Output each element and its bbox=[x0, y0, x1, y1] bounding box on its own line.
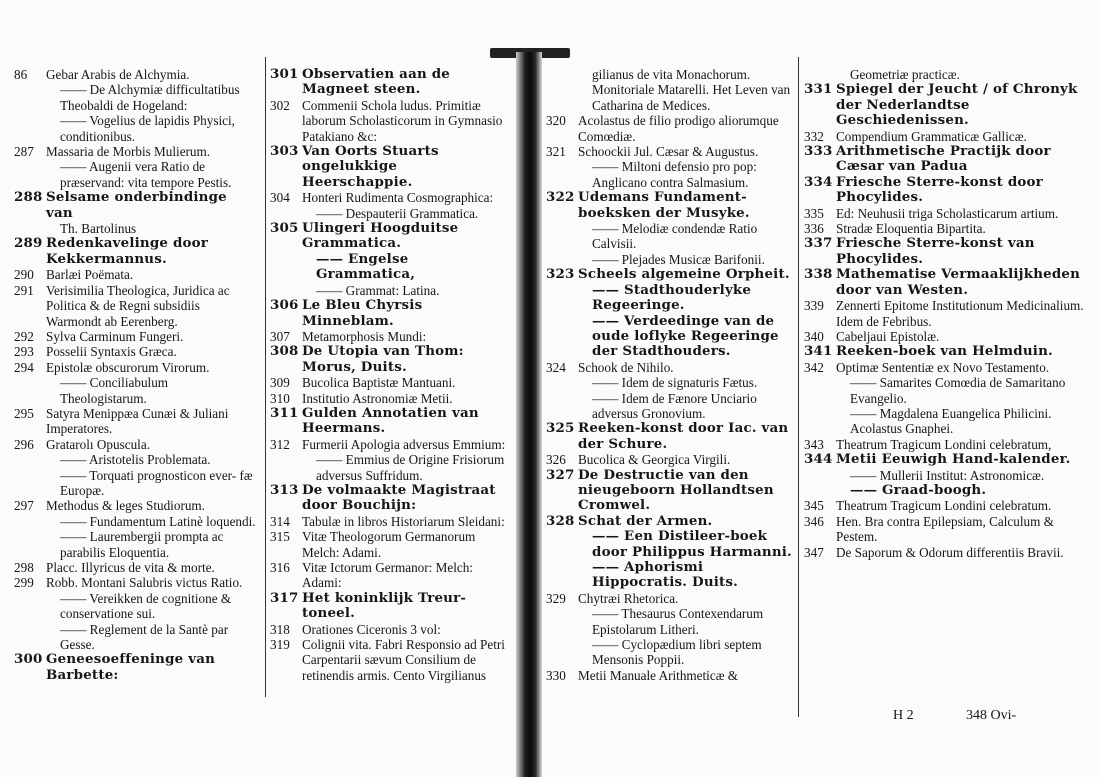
catalog-entry bbox=[270, 391, 510, 406]
entry-title: Honteri Rudimenta Cosmographica: bbox=[302, 190, 494, 206]
entry-title: —— Emmius de Origine Frisiorum adversus Suffridum. bbox=[316, 452, 505, 483]
entry-number: 302 bbox=[270, 97, 290, 113]
catalog-entry bbox=[14, 190, 257, 221]
entry-number: 292 bbox=[14, 328, 34, 344]
catalog-entry bbox=[270, 437, 510, 452]
catalog-entry bbox=[270, 622, 510, 637]
entry-title: Institutio Astronomiæ Metii. bbox=[302, 390, 453, 406]
entry-number: 311 bbox=[270, 404, 299, 421]
entry-title: Placc. Illyricus de vita & morte. bbox=[46, 560, 215, 575]
entry-title: —— Conciliabulum Theologistarum. bbox=[60, 375, 169, 406]
entry-number: 307 bbox=[270, 328, 290, 344]
catalog-entry bbox=[546, 159, 794, 190]
catalog-entry bbox=[14, 113, 257, 144]
catalog-entry bbox=[14, 652, 257, 683]
entry-number: 324 bbox=[546, 359, 566, 375]
entry-title: Furmerii Apologia adversus Emmium: bbox=[302, 436, 506, 452]
catalog-entry bbox=[546, 314, 794, 360]
entry-number: 331 bbox=[804, 81, 833, 98]
catalog-entry bbox=[270, 560, 510, 591]
catalog-entry bbox=[804, 468, 1089, 483]
catalog-entry bbox=[546, 221, 794, 252]
catalog-entry bbox=[270, 144, 510, 190]
catalog-entry bbox=[546, 67, 794, 113]
catalog-column-1 bbox=[14, 67, 257, 683]
entry-number bbox=[818, 67, 850, 82]
entry-number: 336 bbox=[804, 221, 824, 237]
entry-number: 339 bbox=[804, 298, 824, 314]
entry-number: 313 bbox=[270, 481, 299, 498]
entry-title: —— Plejades Musicæ Barifonii. bbox=[592, 251, 765, 267]
entry-title: —— Vogelius de lapidis Physici, conditionibus. bbox=[60, 113, 235, 144]
catalog-entry bbox=[270, 298, 510, 329]
entry-title: Stradæ Eloquentia Bipartita. bbox=[836, 221, 986, 237]
catalog-entry bbox=[270, 252, 510, 283]
entry-title: Cabeljaui Epistolæ. bbox=[836, 328, 940, 344]
catalog-entry bbox=[14, 375, 257, 406]
catalog-entry bbox=[270, 375, 510, 390]
entry-title: —— Thesaurus Contexendarum Epistolarum Litheri. bbox=[592, 606, 764, 637]
entry-title: Arithmetische Practijk door Cæsar van Padua bbox=[836, 143, 1051, 175]
entry-title: Compendium Grammaticæ Gallicæ. bbox=[836, 128, 1027, 144]
entry-number bbox=[560, 529, 592, 560]
entry-number: 293 bbox=[14, 344, 34, 360]
catalog-entry bbox=[804, 437, 1089, 452]
entry-number: 296 bbox=[14, 436, 34, 452]
entry-title: —— Aphorismi Hippocratis. Duits. bbox=[592, 559, 739, 591]
entry-title: Selsame onderbindinge van bbox=[46, 189, 227, 221]
entry-title: —— Miltoni defensio pro pop: Anglicano contra Salmasium. bbox=[592, 159, 757, 190]
entry-number bbox=[28, 375, 60, 406]
entry-number: 298 bbox=[14, 560, 34, 575]
entry-title: Geometriæ practicæ. bbox=[850, 67, 960, 82]
entry-title: —— Cyclopædium libri septem Mensonis Poppii. bbox=[592, 637, 762, 668]
entry-title: Methodus & leges Studiorum. bbox=[46, 498, 205, 514]
entry-title: —— Stadthouderlyke Regeeringe. bbox=[592, 281, 752, 314]
entry-number bbox=[28, 452, 60, 467]
catalog-entry bbox=[270, 406, 510, 437]
catalog-entry bbox=[804, 344, 1089, 359]
entry-title: Theatrum Tragicum Londini celebratum, bbox=[836, 436, 1052, 452]
entry-title: Theatrum Tragicum Londini celebratum. bbox=[836, 498, 1052, 514]
entry-number: 318 bbox=[270, 621, 290, 637]
catalog-entry bbox=[804, 298, 1089, 329]
entry-number bbox=[28, 468, 60, 499]
entry-number bbox=[560, 560, 592, 591]
entry-number: 305 bbox=[270, 220, 299, 237]
entry-number: 345 bbox=[804, 498, 824, 514]
column-divider bbox=[798, 57, 799, 717]
entry-title: De Destructie van den nieugeboorn Hollandtsen Cromwel. bbox=[578, 466, 774, 514]
entry-number: 294 bbox=[14, 359, 34, 375]
entry-title: Vitæ Ictorum Germanor: Melch: Adami: bbox=[302, 560, 473, 591]
entry-title: Metamorphosis Mundi: bbox=[302, 328, 427, 344]
catalog-entry bbox=[14, 468, 257, 499]
column-divider bbox=[265, 57, 266, 697]
entry-number: 332 bbox=[804, 128, 824, 144]
catalog-entry bbox=[14, 144, 257, 159]
catalog-entry bbox=[14, 452, 257, 467]
catalog-entry bbox=[14, 344, 257, 359]
entry-number: 295 bbox=[14, 405, 34, 421]
catalog-entry bbox=[14, 236, 257, 267]
catalog-entry bbox=[546, 375, 794, 390]
catalog-entry bbox=[546, 283, 794, 314]
entry-number: 315 bbox=[270, 529, 290, 545]
catalog-entry bbox=[546, 252, 794, 267]
entry-number bbox=[28, 514, 60, 529]
entry-number: 342 bbox=[804, 359, 824, 375]
entry-title: —— Graad-boogh. bbox=[850, 481, 987, 498]
entry-number: 321 bbox=[546, 144, 566, 160]
entry-title: Ed: Neuhusii triga Scholasticarum artium. bbox=[836, 205, 1059, 221]
entry-title: —— Samarites Comœdia de Samaritano Evangelio. bbox=[850, 375, 1066, 406]
entry-number: 299 bbox=[14, 575, 34, 591]
entry-title: —— Idem de signaturis Fætus. bbox=[592, 375, 758, 391]
catalog-entry bbox=[546, 267, 794, 282]
entry-number: 306 bbox=[270, 297, 299, 314]
entry-number: 344 bbox=[804, 451, 833, 468]
catalog-entry bbox=[546, 668, 794, 683]
catalog-entry bbox=[804, 545, 1089, 560]
entry-title: Le Bleu Chyrsis Minneblam. bbox=[302, 297, 423, 329]
entry-title: Commenii Schola ludus. Primitiæ laborum Scholasticorum in Gymnasio Patakiano &c: bbox=[302, 97, 503, 144]
catalog-entry bbox=[14, 267, 257, 282]
entry-title: Tabulæ in libros Historiarum Sleidani: bbox=[302, 513, 505, 529]
entry-number: 317 bbox=[270, 589, 299, 606]
entry-title: Het koninklijk Treur-toneel. bbox=[302, 589, 467, 622]
catalog-entry bbox=[804, 514, 1089, 545]
catalog-entry bbox=[14, 498, 257, 513]
catalog-entry bbox=[14, 283, 257, 329]
catalog-entry bbox=[270, 206, 510, 221]
entry-number: 303 bbox=[270, 143, 299, 160]
entry-number bbox=[560, 159, 592, 190]
catalog-entry bbox=[14, 437, 257, 452]
entry-title: Schook de Nihilo. bbox=[578, 359, 674, 375]
entry-number: 308 bbox=[270, 343, 299, 360]
entry-title: Sylva Carminum Fungeri. bbox=[46, 328, 184, 344]
entry-title: Geneesoeffeninge van Barbette: bbox=[46, 651, 216, 683]
entry-number: 334 bbox=[804, 173, 833, 190]
entry-number bbox=[560, 391, 592, 422]
signature-mark: H 2 bbox=[893, 708, 914, 723]
catalog-entry bbox=[546, 468, 794, 514]
entry-title: De Saporum & Odorum differentiis Bravii. bbox=[836, 544, 1064, 560]
catalog-entry bbox=[804, 329, 1089, 344]
entry-number bbox=[28, 113, 60, 144]
catalog-entry bbox=[270, 591, 510, 622]
entry-number bbox=[28, 591, 60, 622]
right-page bbox=[542, 55, 1090, 777]
entry-title: Spiegel der Jeucht / of Chronyk der Nederlandtse Geschiedenissen. bbox=[836, 81, 1078, 129]
entry-title: Redenkavelinge door Kekkermannus. bbox=[46, 235, 209, 267]
entry-title: Van Oorts Stuarts ongelukkige Heerschappie. bbox=[302, 143, 439, 190]
entry-title: Friesche Sterre-konst door Phocylides. bbox=[836, 173, 1043, 206]
entry-number bbox=[560, 221, 592, 252]
catalog-entry bbox=[270, 67, 510, 98]
entry-number: 309 bbox=[270, 375, 290, 391]
entry-number bbox=[284, 206, 316, 221]
catalog-entry bbox=[546, 360, 794, 375]
entry-title: Zennerti Epitome Institutionum Medicinalium. Idem de Febribus. bbox=[836, 298, 1084, 329]
entry-title: Orationes Ciceronis 3 vol: bbox=[302, 621, 441, 637]
entry-title: Optimæ Sententiæ ex Novo Testamento. bbox=[836, 359, 1050, 375]
entry-number bbox=[818, 468, 850, 483]
entry-title: —— Aristotelis Problemata. bbox=[60, 452, 211, 468]
entry-number: 319 bbox=[270, 637, 290, 653]
entry-title: De volmaakte Magistraat door Bouchijn: bbox=[302, 481, 496, 514]
catalog-entry bbox=[804, 360, 1089, 375]
entry-number: 335 bbox=[804, 205, 824, 221]
entry-title: Posselii Syntaxis Græca. bbox=[46, 344, 177, 360]
catalog-column-4 bbox=[804, 67, 1089, 560]
catalog-entry bbox=[546, 144, 794, 159]
entry-title: —— De Alchymiæ difficultatibus Theobaldi de Hogeland: bbox=[60, 82, 240, 113]
entry-title: Gebar Arabis de Alchymia. bbox=[46, 67, 190, 82]
catalog-entry bbox=[546, 391, 794, 422]
catalog-entry bbox=[270, 190, 510, 205]
catalog-entry bbox=[804, 375, 1089, 406]
catalog-entry bbox=[804, 267, 1089, 298]
entry-number: 346 bbox=[804, 513, 824, 529]
entry-number: 300 bbox=[14, 651, 43, 668]
catalog-entry bbox=[546, 591, 794, 606]
catalog-entry bbox=[804, 129, 1089, 144]
entry-number: 86 bbox=[14, 67, 28, 82]
entry-title: —— Engelse Grammatica, bbox=[316, 250, 416, 283]
catalog-column-2 bbox=[270, 67, 510, 683]
catalog-entry bbox=[804, 406, 1089, 437]
catalog-entry bbox=[270, 344, 510, 375]
catalog-entry bbox=[14, 159, 257, 190]
entry-number: 297 bbox=[14, 498, 34, 514]
entry-number bbox=[284, 252, 316, 283]
catalog-entry bbox=[270, 98, 510, 144]
entry-title: Scheels algemeine Orpheit. bbox=[578, 266, 790, 283]
entry-title: —— Laurembergii prompta ac parabilis Eloquentia. bbox=[60, 529, 224, 560]
catalog-entry bbox=[804, 483, 1089, 498]
catalog-entry bbox=[270, 529, 510, 560]
entry-title: —— Verdeedinge van de oude loflyke Regeeringe der Stadthouders. bbox=[592, 312, 779, 360]
entry-title: Observatien aan de Magneet steen. bbox=[302, 66, 451, 98]
catalog-entry bbox=[804, 206, 1089, 221]
catalog-entry bbox=[14, 560, 257, 575]
entry-number: 304 bbox=[270, 190, 290, 206]
catalog-entry bbox=[546, 606, 794, 637]
catalog-entry bbox=[546, 560, 794, 591]
catalog-entry bbox=[546, 529, 794, 560]
entry-title: Epistolæ obscurorum Virorum. bbox=[46, 359, 210, 375]
catalog-entry bbox=[270, 452, 510, 483]
entry-number bbox=[818, 406, 850, 437]
catalog-entry bbox=[804, 67, 1089, 82]
entry-title: Th. Bartolinus bbox=[60, 221, 137, 237]
entry-title: Vitæ Theologorum Germanorum Melch: Adami. bbox=[302, 529, 476, 560]
entry-title: —— Vereikken de cognitione & conservatione sui. bbox=[60, 590, 232, 622]
entry-title: Metii Manuale Arithmeticæ & bbox=[578, 667, 739, 683]
entry-number: 333 bbox=[804, 143, 833, 160]
entry-number bbox=[284, 283, 316, 298]
entry-title: Metii Eeuwigh Hand-kalender. bbox=[836, 451, 1071, 468]
catalog-entry bbox=[270, 221, 510, 252]
catalog-entry bbox=[546, 514, 794, 529]
catalog-entry bbox=[14, 514, 257, 529]
entry-title: Friesche Sterre-konst van Phocylides. bbox=[836, 235, 1035, 267]
entry-number bbox=[818, 483, 850, 498]
entry-number: 312 bbox=[270, 436, 290, 452]
catalog-entry bbox=[804, 498, 1089, 513]
entry-title: Gratarolı Opuscula. bbox=[46, 436, 150, 452]
entry-title: Reeken-konst door Iac. van der Schure. bbox=[578, 420, 789, 452]
catalog-entry bbox=[804, 236, 1089, 267]
entry-number: 325 bbox=[546, 420, 575, 437]
catalog-entry bbox=[546, 113, 794, 144]
entry-title: Bucolica & Georgica Virgili. bbox=[578, 452, 731, 468]
catalog-entry bbox=[546, 637, 794, 668]
entry-number: 338 bbox=[804, 266, 833, 283]
entry-number: 290 bbox=[14, 267, 34, 283]
entry-title: —— Magdalena Euangelica Philicini. Acolastus Gnaphei. bbox=[850, 405, 1052, 437]
entry-number bbox=[28, 221, 60, 236]
catalog-entry bbox=[804, 82, 1089, 128]
entry-number: 287 bbox=[14, 144, 34, 160]
entry-number: 320 bbox=[546, 113, 566, 129]
entry-number bbox=[560, 606, 592, 637]
catalog-entry bbox=[14, 360, 257, 375]
entry-number bbox=[28, 82, 60, 113]
entry-title: —— Despauterii Grammatica. bbox=[316, 205, 479, 221]
entry-title: —— Torquati prognosticon ever- fæ Europæ. bbox=[60, 467, 253, 498]
entry-title: —— Een Distileer-boek door Philippus Harmanni. bbox=[592, 528, 792, 560]
entry-number: 343 bbox=[804, 436, 824, 452]
entry-number: 310 bbox=[270, 390, 290, 406]
entry-number: 327 bbox=[546, 466, 575, 483]
catalog-entry bbox=[14, 82, 257, 113]
entry-title: Reeken-boek van Helmduin. bbox=[836, 343, 1053, 360]
entry-number bbox=[28, 529, 60, 560]
catalog-entry bbox=[14, 575, 257, 590]
entry-title: Robb. Montani Salubris victus Ratio. bbox=[46, 575, 243, 591]
entry-number bbox=[560, 283, 592, 314]
entry-number: 289 bbox=[14, 235, 43, 252]
catalog-entry bbox=[546, 452, 794, 467]
entry-title: Mathematise Vermaaklijkheden door van Westen. bbox=[836, 266, 1081, 298]
catalog-entry bbox=[270, 329, 510, 344]
entry-number bbox=[560, 375, 592, 390]
entry-title: —— Reglement de la Santè par Gesse. bbox=[60, 621, 229, 653]
entry-number: 328 bbox=[546, 512, 575, 529]
entry-title: —— Idem de Fænore Unciario adversus Gronovium. bbox=[592, 390, 757, 421]
entry-number: 326 bbox=[546, 452, 566, 468]
entry-number: 329 bbox=[546, 590, 566, 606]
entry-number: 347 bbox=[804, 544, 824, 560]
entry-title: Bucolica Baptistæ Mantuani. bbox=[302, 375, 456, 391]
entry-title: Schat der Armen. bbox=[578, 512, 713, 529]
catalog-entry bbox=[804, 452, 1089, 467]
catalog-entry bbox=[270, 637, 510, 683]
catalog-entry bbox=[270, 283, 510, 298]
entry-number bbox=[560, 637, 592, 668]
entry-title: Ulingeri Hoogduitse Grammatica. bbox=[302, 220, 459, 252]
entry-number: 291 bbox=[14, 282, 34, 298]
entry-title: gilianus de vita Monachorum. Monitoriale Matarelli. Het Leven van Catharina de Medices. bbox=[592, 67, 791, 113]
catalog-entry bbox=[14, 67, 257, 82]
catalog-entry bbox=[546, 190, 794, 221]
entry-number bbox=[560, 252, 592, 267]
book-gutter bbox=[516, 52, 542, 777]
entry-number: 314 bbox=[270, 513, 290, 529]
entry-number: 316 bbox=[270, 560, 290, 575]
catalog-entry bbox=[14, 591, 257, 622]
entry-title: —— Mullerii Institut: Astronomicæ. bbox=[850, 467, 1045, 483]
catalog-entry bbox=[546, 421, 794, 452]
entry-title: —— Fundamentum Latinè loquendi. bbox=[60, 513, 256, 529]
entry-title: Acolastus de filio prodigo aliorumque Comœdiæ. bbox=[578, 113, 779, 144]
entry-title: —— Grammat: Latina. bbox=[316, 282, 440, 298]
catalog-entry bbox=[270, 514, 510, 529]
entry-title: Udemans Fundament-boeksken der Musyke. bbox=[578, 189, 750, 221]
entry-number: 340 bbox=[804, 328, 824, 344]
entry-number bbox=[28, 159, 60, 190]
catalog-entry bbox=[14, 221, 257, 236]
entry-title: De Utopia van Thom: Morus, Duits. bbox=[302, 343, 464, 375]
entry-number: 323 bbox=[546, 266, 575, 283]
entry-number bbox=[560, 314, 592, 360]
entry-title: Gulden Annotatien van Heermans. bbox=[302, 404, 479, 437]
entry-title: Schoockii Jul. Cæsar & Augustus. bbox=[578, 144, 759, 160]
left-page bbox=[14, 55, 516, 777]
catalog-entry bbox=[14, 329, 257, 344]
entry-number bbox=[28, 622, 60, 653]
entry-title: Colignii vita. Fabri Responsio ad Petri Carpentarii sævum Consilium de retinendis armis. Cento Virgilianus bbox=[302, 637, 505, 683]
catalog-entry bbox=[804, 221, 1089, 236]
catchword: 348 Ovi- bbox=[966, 708, 1017, 723]
catalog-column-3 bbox=[546, 67, 794, 683]
entry-number: 288 bbox=[14, 189, 43, 206]
entry-title: Hen. Bra contra Epilepsiam, Calculum & Pestem. bbox=[836, 513, 1054, 545]
entry-title: Chytræi Rhetorica. bbox=[578, 590, 679, 606]
entry-number: 301 bbox=[270, 66, 299, 82]
entry-title: Verisimilia Theologica, Juridica ac Politica & de Regni subsidiis Warmondt ab Eerenberg. bbox=[46, 282, 230, 329]
entry-title: Satyra Menippæa Cunæi & Juliani Imperatores. bbox=[46, 405, 229, 437]
catalog-entry bbox=[804, 144, 1089, 175]
entry-number bbox=[560, 67, 592, 113]
entry-number: 337 bbox=[804, 235, 833, 252]
entry-title: —— Melodiæ condendæ Ratio Calvisii. bbox=[592, 221, 758, 252]
catalog-entry bbox=[14, 529, 257, 560]
catalog-entry bbox=[14, 406, 257, 437]
entry-title: —— Augenii vera Ratio de præservand: vita tempore Pestis. bbox=[60, 159, 232, 190]
catalog-entry bbox=[270, 483, 510, 514]
catalog-entry bbox=[804, 175, 1089, 206]
entry-title: Massaria de Morbis Mulierum. bbox=[46, 144, 211, 160]
entry-number bbox=[818, 375, 850, 406]
entry-number bbox=[284, 452, 316, 483]
entry-title: Barlæi Poëmata. bbox=[46, 267, 134, 283]
entry-number: 322 bbox=[546, 189, 575, 206]
catalog-entry bbox=[14, 622, 257, 653]
entry-number: 341 bbox=[804, 343, 833, 360]
entry-number: 330 bbox=[546, 667, 566, 683]
